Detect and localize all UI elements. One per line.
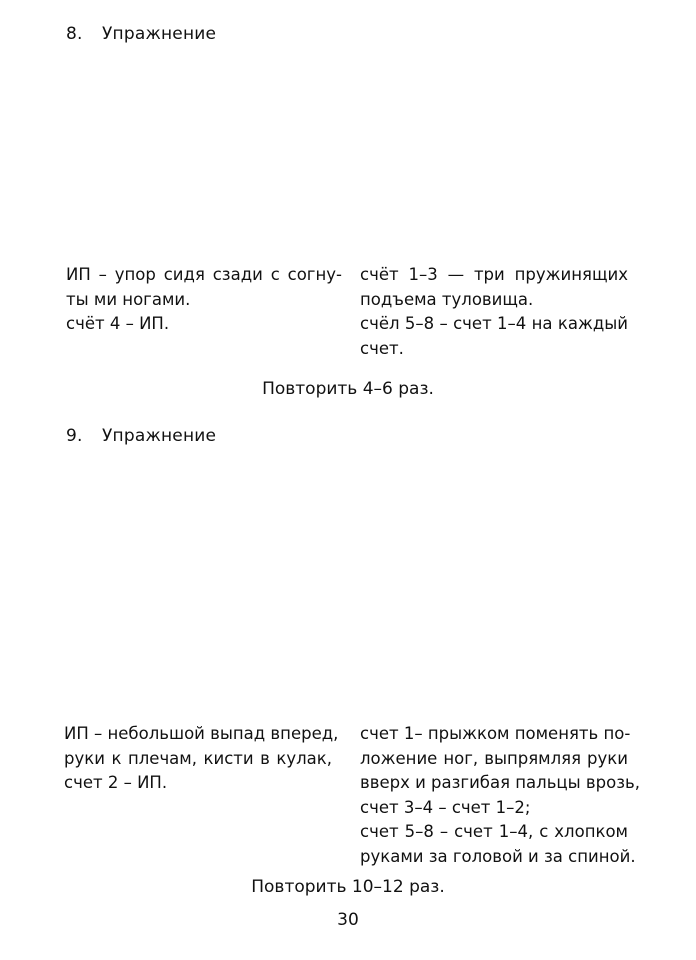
exercise-9-left-line: руки к плечам, кисти в кулак, bbox=[64, 748, 332, 768]
exercise-8-left-line: ты ми ногами. bbox=[66, 289, 191, 309]
exercise-8-repeat: Повторить 4–6 раз. bbox=[262, 379, 434, 399]
exercise-8-left-line: ИП – упор сидя сзади с согну- bbox=[66, 265, 342, 284]
exercise-9-left-line: счет 2 – ИП. bbox=[64, 773, 168, 792]
exercise-8-left-line: счёт 4 – ИП. bbox=[66, 314, 170, 333]
exercise-9-heading bbox=[66, 426, 216, 446]
exercise-9-right-line: руками за головой и за спиной. bbox=[360, 846, 636, 866]
exercise-9-right-line: вверх и разгибая пальцы врозь, bbox=[360, 773, 640, 792]
exercise-9-right-line: счет 3–4 – счет 1–2; bbox=[360, 797, 531, 817]
exercise-9-title: Упражнение bbox=[102, 426, 217, 446]
exercise-9-number: 9. bbox=[66, 426, 83, 446]
exercise-8-right-line: счет. bbox=[360, 338, 404, 358]
exercise-9-left-column bbox=[64, 722, 339, 796]
exercise-8-right-line: счёл 5–8 – счет 1–4 на каждый bbox=[360, 314, 628, 333]
exercise-9-repeat: Повторить 10–12 раз. bbox=[251, 877, 445, 897]
exercise-9-right-line: ложение ног, выпрямляя руки bbox=[360, 748, 628, 768]
exercise-8-number: 8. bbox=[66, 24, 83, 44]
exercise-9-left-line: ИП – небольшой выпад вперед, bbox=[64, 724, 339, 743]
exercise-8-right-line: счёт 1–3 — три пружинящих bbox=[360, 265, 628, 284]
exercise-8-heading bbox=[66, 24, 216, 44]
exercise-8-title: Упражнение bbox=[102, 24, 217, 44]
page-number: 30 bbox=[337, 910, 359, 930]
exercise-9-right-line: счет 5–8 – счет 1–4, с хлопком bbox=[360, 822, 628, 841]
exercise-9-right-column bbox=[360, 722, 640, 869]
exercise-8-right-line: подъема туловища. bbox=[360, 289, 534, 309]
exercise-8-left-column bbox=[66, 263, 342, 337]
exercise-8-right-column bbox=[360, 263, 628, 361]
exercise-9-right-line: счет 1– прыжком поменять по- bbox=[360, 724, 631, 743]
